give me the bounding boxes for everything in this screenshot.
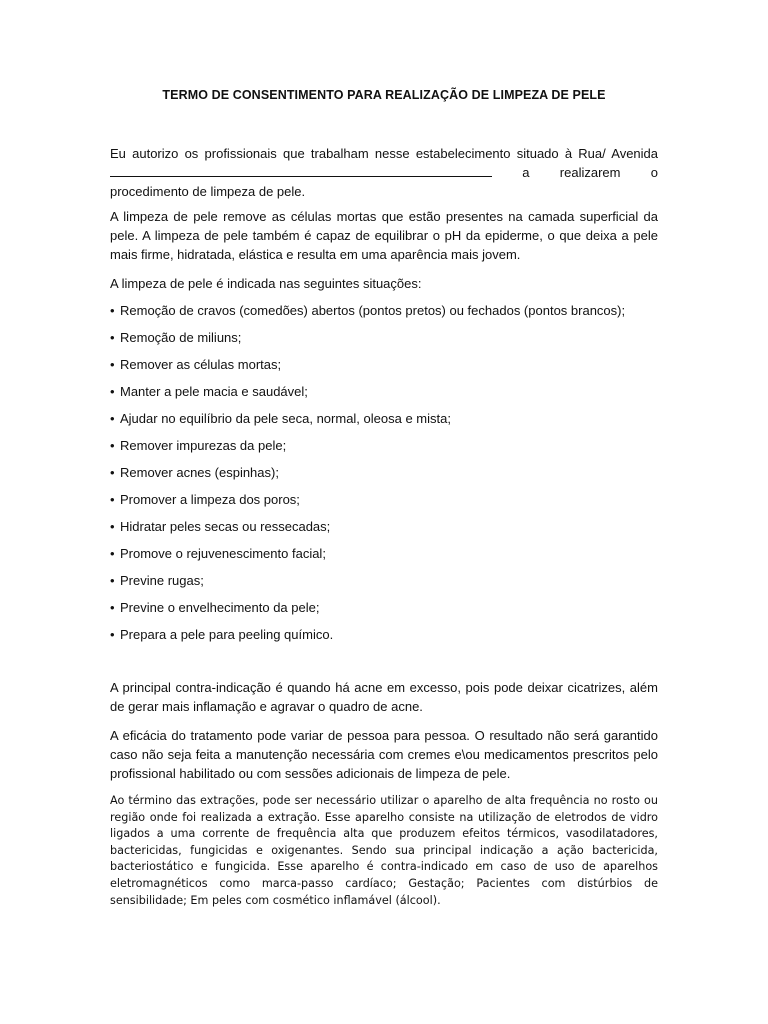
list-item: • Remover impurezas da pele;: [110, 438, 287, 453]
bullet-icon: •: [110, 357, 115, 372]
list-item: • Promover a limpeza dos poros;: [110, 492, 300, 507]
bullet-icon: •: [110, 384, 115, 399]
bullet-icon: •: [110, 465, 115, 480]
address-blank-line[interactable]: [110, 163, 492, 177]
bullet-icon: •: [110, 519, 115, 534]
intro-line-3: procedimento de limpeza de pele.: [110, 184, 306, 199]
list-item: • Remoção de cravos (comedões) abertos (pontos pretos) ou fechados (pontos brancos);: [110, 303, 626, 318]
efficacy-paragraph: A eficácia do tratamento pode variar de pessoa para pessoa. O resultado não será garantido caso não seja feita a manutenção necessária com cremes e\ou medicamentos prescritos pelo profissional habilitado ou com sessões adicionais de limpeza de pele.: [110, 728, 658, 781]
bullet-icon: •: [110, 492, 115, 507]
list-item: • Remover acnes (espinhas);: [110, 465, 279, 480]
bullet-icon: •: [110, 600, 115, 615]
list-item: • Remoção de miliuns;: [110, 330, 242, 345]
list-item: • Ajudar no equilíbrio da pele seca, normal, oleosa e mista;: [110, 411, 451, 426]
intro-line-1: Eu autorizo os profissionais que trabalham nesse estabelecimento situado à Rua/ Avenida: [110, 146, 658, 161]
bullet-icon: •: [110, 411, 115, 426]
bullet-icon: •: [110, 546, 115, 561]
bullet-icon: •: [110, 303, 115, 318]
description-paragraph: A limpeza de pele remove as células mortas que estão presentes na camada superficial da pele. A limpeza de pele também é capaz de equilibrar o pH da epiderme, o que deixa a pele mais firme, hidratada, elástica e resulta em uma aparência mais jovem.: [110, 209, 658, 262]
list-item: • Manter a pele macia e saudável;: [110, 384, 308, 399]
list-item: • Remover as células mortas;: [110, 357, 282, 372]
list-item: • Hidratar peles secas ou ressecadas;: [110, 519, 331, 534]
intro-word-a: a: [522, 165, 530, 180]
contraindication-paragraph: A principal contra-indicação é quando há acne em excesso, pois pode deixar cicatrizes, além de gerar mais inflamação e agravar o quadro de acne.: [110, 680, 658, 714]
bullet-icon: •: [110, 438, 115, 453]
document-page: [110, 88, 658, 919]
intro-word-realizarem: realizarem: [559, 165, 621, 180]
bullet-icon: •: [110, 330, 115, 345]
section-spacer: [110, 652, 658, 678]
bullet-icon: •: [110, 573, 115, 588]
list-item: • Previne rugas;: [110, 573, 204, 588]
list-item: • Previne o envelhecimento da pele;: [110, 600, 320, 615]
document-title: TERMO DE CONSENTIMENTO PARA REALIZAÇÃO DE LIMPEZA DE PELE: [162, 88, 606, 102]
high-frequency-paragraph: Ao término das extrações, pode ser necessário utilizar o aparelho de alta frequência no rosto ou região onde foi realizada a extração. Esse aparelho consiste na utilização de eletrodos de vidro ligados a uma corrente de frequência alta que produzem efeitos térmicos, vasodilatadores, bactericidas, fungicidas e oxigenantes. Sendo sua principal indicação a ação bactericida, bacteriostático e fungicida. Esse aparelho é contra-indicado em caso de uso de aparelhos eletromagnéticos como marca-passo cardíaco; Gestação; Pacientes com distúrbios de sensibilidade; Em peles com cosmético inflamável (álcool).: [110, 794, 658, 907]
list-item: • Prepara a pele para peeling químico.: [110, 627, 334, 642]
list-item: • Promove o rejuvenescimento facial;: [110, 546, 326, 561]
intro-paragraph: [110, 144, 658, 201]
intro-word-o: o: [650, 165, 658, 180]
intro-line-2: [110, 163, 658, 182]
indications-list: [110, 301, 658, 644]
bullet-icon: •: [110, 627, 115, 642]
indications-intro: A limpeza de pele é indicada nas seguintes situações:: [110, 276, 422, 291]
